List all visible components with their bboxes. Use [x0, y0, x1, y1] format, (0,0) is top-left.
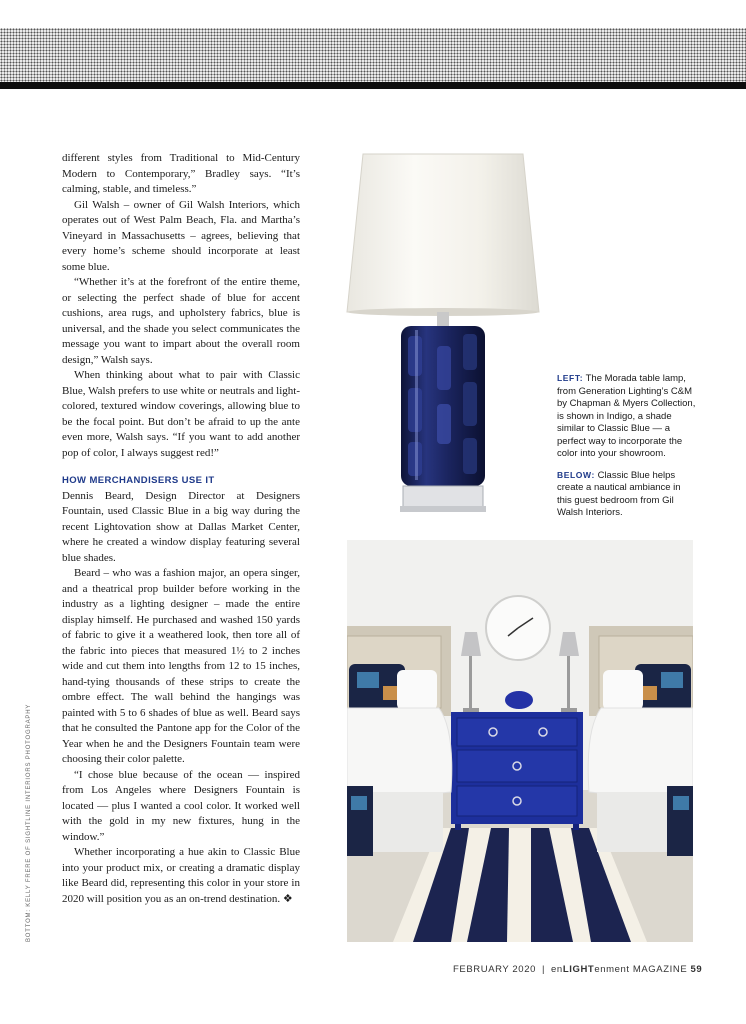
caption-below: [557, 469, 697, 520]
bedroom-photo: [347, 540, 693, 942]
paragraph: “I chose blue because of the ocean — inspired from Los Angeles where Designers Fountain is located — plus I wanted a cool color. It worked well with the gold in my new fixtures, hung in the window.”: [62, 768, 300, 843]
issue-date: FEBRUARY 2020: [453, 964, 536, 975]
magazine-name-post: enment MAGAZINE: [594, 964, 688, 975]
paragraph: “Whether it’s at the forefront of the entire theme, or selecting the perfect shade of blue for accent cushions, area rugs, and upholstery fabrics, blue is universal, and the shade you select communicates the message you want to impart about the overall room design,” Walsh says.: [62, 276, 300, 366]
page-footer: [453, 964, 702, 975]
header-rule: [0, 82, 746, 89]
caption-label: BELOW:: [557, 469, 595, 480]
dot-pattern-header: [0, 28, 746, 82]
paragraph: When thinking about what to pair with Classic Blue, Walsh prefers to use white or neutrals and light-colored, textured window coverings, allowing blue to be the focal point. But don’t be afraid to up the ante even more, Walsh says. “If you want to add another pop of color, I always suggest red!”: [62, 369, 300, 459]
paragraph: different styles from Traditional to Mid-Century Modern to Contemporary,” Bradley says. “It’s calming, stable, and timeless.”: [62, 152, 300, 195]
caption-text: The Morada table lamp, from Generation Lighting’s C&M by Chapman & Myers Collection, is shown in Indigo, a shade similar to Classic Blue — a perfect way to incorporate the color into your showroom.: [557, 373, 696, 459]
paragraph: Beard – who was a fashion major, an opera singer, and a theatrical prop builder before working in the industry as a lighting designer – made the entire display himself. He purchased and washed 150 yards of fabric to give it a weathered look, then tore all of the fabric into pieces that measured 1½ to 2 inches wide and cut them into lengths from 12 to 15 inches, hand-tying thousands of these strips to create the ombre effect. The wall behind the hangings was painted with 5 to 6 shades of blue as well. Beard says that he consulted the Pantone app for the Color of the Year when he and the Designers Fountain team were choosing their color palette.: [62, 567, 300, 765]
paragraph: Gil Walsh – owner of Gil Walsh Interiors, which operates out of West Palm Beach, Fla. and Martha’s Vineyard in Massachusetts – agrees, believing that every home’s scheme should incorporate at least some blue.: [62, 198, 300, 273]
table-lamp-image: [345, 150, 541, 515]
photo-credit: BOTTOM: KELLY FRERE OF SIGHTLINE INTERIORS PHOTOGRAPHY: [26, 703, 32, 942]
paragraph: Dennis Beard, Design Director at Designers Fountain, used Classic Blue in a big way during the recent Lightovation show at Dallas Market Center, where he created a window display featuring several blue shades.: [62, 489, 300, 564]
magazine-name-bold: LIGHT: [562, 964, 595, 975]
magazine-name-pre: en: [551, 964, 563, 975]
paragraph: Whether incorporating a hue akin to Classic Blue into your product mix, or creating a dramatic display like Beard did, representing this color in your store in 2020 will position you as an on-trend destination. ❖: [62, 846, 300, 905]
section-heading: HOW MERCHANDISERS USE IT: [62, 475, 215, 486]
caption-text: Classic Blue helps create a nautical ambiance in this guest bedroom from Gil Walsh Interiors.: [557, 469, 681, 518]
page-number: 59: [690, 964, 703, 975]
caption-left: [557, 372, 697, 461]
caption-label: LEFT:: [557, 373, 584, 383]
image-captions: [557, 372, 697, 528]
article-body: [62, 151, 300, 907]
footer-separator: |: [541, 964, 546, 975]
